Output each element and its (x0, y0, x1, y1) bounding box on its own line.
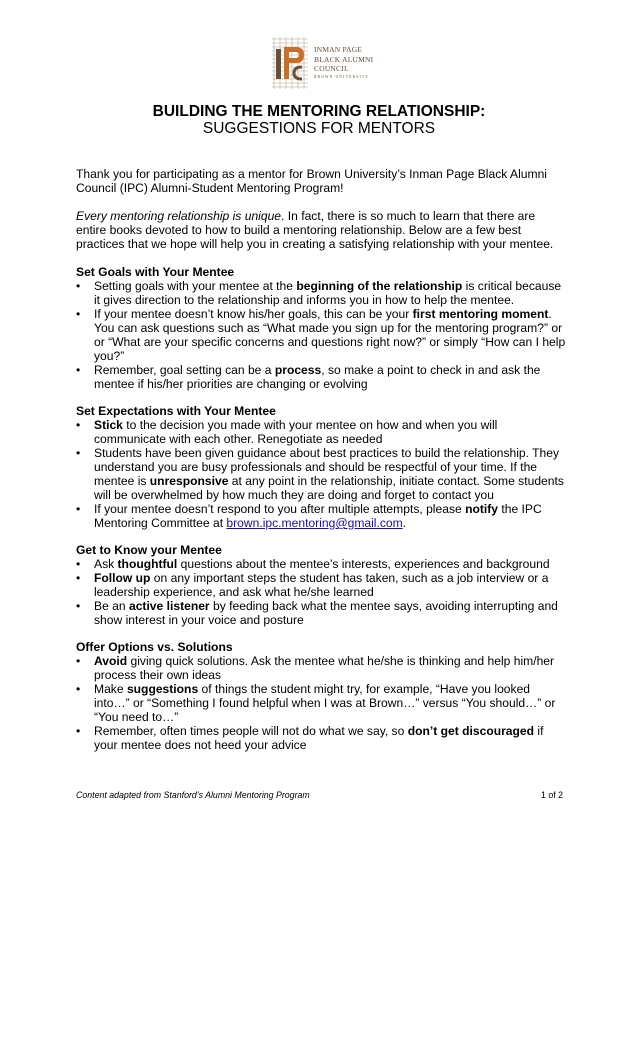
section-set-goals (76, 265, 568, 391)
bullet-text: , so make a point to check in and ask the mentee if his/her priorities are changing or evolving (94, 363, 541, 391)
intro-thanks: Thank you for participating as a mentor for Brown University’s Inman Page Black Alumni Council (IPC) Alumni-Student Mentoring Program! (76, 167, 547, 195)
logo-line-1: INMAN PAGE (314, 45, 363, 54)
section-heading: Offer Options vs. Solutions (76, 640, 233, 654)
bullet-item (76, 654, 568, 682)
document-body (76, 167, 568, 765)
section-offer-options (76, 640, 568, 752)
bullet-item (76, 307, 568, 363)
logo-subtitle: BROWN UNIVERSITY (314, 74, 370, 79)
section-get-to-know (76, 543, 568, 627)
bullet-text: Ask (94, 557, 118, 571)
logo-line-2: BLACK ALUMNI (314, 54, 374, 64)
intro-unique (76, 209, 568, 251)
bullet-text: the IPC Mentoring Committee at (94, 502, 542, 530)
bullet-text: on any important steps the student has taken, such as a job interview or a leadership experience, and ask what he/she learned (94, 571, 549, 599)
bullet-emphasis: don’t get discouraged (407, 724, 535, 738)
bullet-emphasis: Stick (94, 418, 123, 432)
bullet-item (76, 571, 568, 599)
section-heading: Set Goals with Your Mentee (76, 265, 235, 279)
bullet-emphasis: unresponsive (149, 474, 229, 488)
section-set-expectations (76, 404, 568, 530)
bullet-text: if your mentee does not heed your advice (94, 724, 544, 752)
bullet-emphasis: suggestions (126, 682, 199, 696)
bullet-text: Be an (94, 599, 129, 613)
document-subtitle: SUGGESTIONS FOR MENTORS (202, 120, 436, 137)
section-heading: Get to Know your Mentee (76, 543, 222, 557)
bullet-item (76, 724, 568, 752)
bullet-text: Remember, goal setting can be a (94, 363, 275, 377)
intro-unique-text: . In fact, there is so much to learn that there are entire books devoted to how to build a mentoring relationship. Below are a few best practices that we hope will help you in creating a satisfying relationship with your mentee. (76, 209, 554, 251)
footer-source: Content adapted from Stanford’s Alumni Mentoring Program (76, 790, 310, 800)
bullet-text: is critical because it gives direction to the relationship and informs you in how to help the mentee. (94, 279, 562, 307)
bullet-text: If your mentee doesn’t know his/her goals, this can be your (94, 307, 413, 321)
bullet-item (76, 418, 568, 446)
ipc-logo (268, 37, 376, 89)
logo-line-3: COUNCIL (314, 64, 349, 73)
bullet-text: of things the student might try, for example, “Have you looked into…” or “Something I found helpful when I was at Brown…” versus “You should…” or “You need to…” (94, 682, 556, 724)
bullet-list (76, 654, 568, 752)
bullet-text: to the decision you made with your mentee on how and when you will communicate with each other. Renegotiate as needed (94, 418, 498, 446)
bullet-emphasis: thoughtful (117, 557, 178, 571)
bullet-emphasis: process (274, 363, 322, 377)
bullet-item (76, 363, 568, 391)
logo-letter-i (276, 49, 281, 79)
bullet-text: giving quick solutions. Ask the mentee what he/she is thinking and help him/her process their own ideas (94, 654, 555, 682)
bullet-list (76, 279, 568, 391)
bullet-text: Make (94, 682, 127, 696)
ipc-logo-mark (268, 37, 310, 89)
document-title: BUILDING THE MENTORING RELATIONSHIP: (152, 103, 486, 120)
page-number: 1 of 2 (540, 790, 563, 800)
bullet-item (76, 682, 568, 724)
bullet-item (76, 446, 568, 502)
bullet-text: If your mentee doesn’t respond to you after multiple attempts, please (94, 502, 466, 516)
mentoring-email-link[interactable]: brown.ipc.mentoring@gmail.com (226, 516, 403, 530)
section-heading: Set Expectations with Your Mentee (76, 404, 276, 418)
bullet-item (76, 279, 568, 307)
intro-unique-italic: Every mentoring relationship is unique (76, 209, 282, 223)
bullet-text: questions about the mentee’s interests, experiences and background (177, 557, 550, 571)
bullet-text: by feeding back what the mentee says, avoiding interrupting and show interest in your voice and posture (94, 599, 558, 627)
bullet-list (76, 557, 568, 627)
bullet-text: Remember, often times people will not do what we say, so (94, 724, 408, 738)
bullet-item (76, 557, 568, 571)
bullet-list (76, 418, 568, 530)
bullet-text: at any point in the relationship, initiate contact. Some students will be overwhelmed by how much they are doing and forget to contact you (94, 474, 564, 502)
bullet-emphasis: active listener (128, 599, 210, 613)
bullet-emphasis: beginning of the relationship (296, 279, 463, 293)
bullet-emphasis: Avoid (94, 654, 128, 668)
bullet-emphasis: Follow up (94, 571, 151, 585)
bullet-emphasis: first mentoring moment (412, 307, 549, 321)
bullet-text: Students have been given guidance about best practices to build the relationship. They understand you are busy professionals and should be respectful of your time. If the mentee is (94, 446, 560, 488)
bullet-text: . (402, 516, 407, 530)
bullet-emphasis: notify (465, 502, 499, 516)
bullet-item (76, 599, 568, 627)
bullet-text: Setting goals with your mentee at the (94, 279, 297, 293)
bullet-text: . You can ask questions such as “What made you sign up for the mentoring program?” or or “What are your specific concerns and questions right now?” or simply “How can I help you?” (94, 307, 566, 363)
bullet-item (76, 502, 568, 530)
logo-wordmark (314, 45, 373, 80)
